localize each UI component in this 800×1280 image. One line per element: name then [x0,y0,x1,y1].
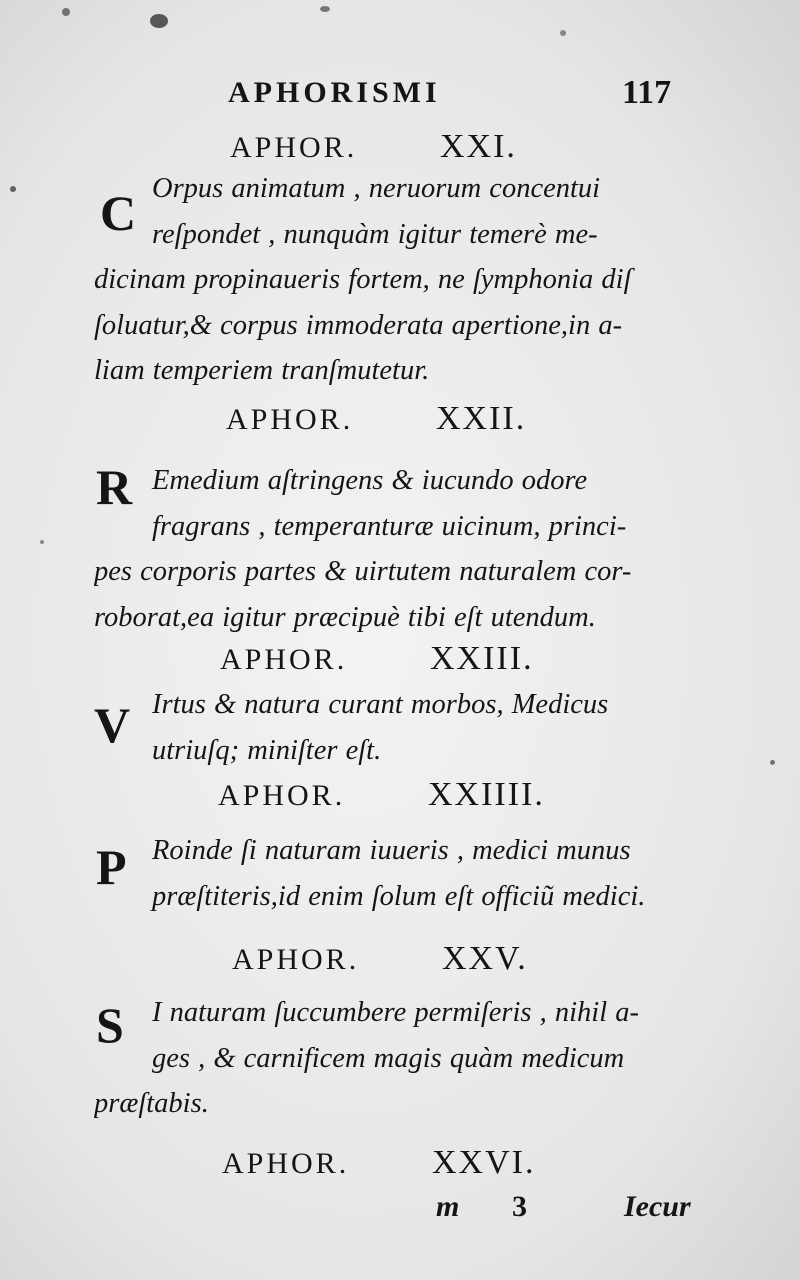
text-line: pes corporis partes & uirtutem naturalem cor- [94,556,632,587]
page-footer [0,1190,800,1230]
drop-initial: C [100,185,137,241]
aphorism-text [94,682,694,773]
aphorism-numeral: XXV. [442,940,528,977]
ink-speck [62,8,70,16]
aphorism-label: APHOR. [222,1147,350,1180]
page-number: 117 [622,74,672,111]
aphorism-text [94,990,694,1127]
text-line: Irtus & natura curant morbos, Medicus [152,689,609,720]
ink-speck [770,760,775,765]
ink-speck [320,6,330,12]
aphorism-label: APHOR. [232,943,360,976]
text-line: liam temperiem tranſmutetur. [94,355,430,386]
aphorism-numeral: XXI. [440,128,517,165]
text-line: præſtiteris,id enim ſolum eſt officiũ medici. [152,880,646,912]
aphorism-text [94,828,694,919]
text-line: præſtabis. [94,1088,209,1119]
text-line: roborat,ea igitur præcipuè tibi eſt utendum. [94,601,596,633]
running-head-title: APHORISMI [228,76,441,109]
ink-speck [10,186,16,192]
aphorism-label: APHOR. [226,403,354,436]
text-line: Emedium aſtringens & iucundo odore [152,465,588,496]
aphorism-numeral: XXVI. [432,1144,536,1181]
drop-initial: S [96,997,124,1053]
signature-number: 3 [512,1190,527,1223]
aphorism-heading [230,128,517,168]
aphorism-heading [222,1144,535,1184]
drop-initial: V [94,697,131,753]
text-line: ges , & carnificem magis quàm medicum [152,1042,625,1074]
drop-initial: P [96,839,127,895]
aphorism-label: APHOR. [230,131,358,164]
running-head [0,76,800,116]
aphorism-heading [218,776,545,816]
aphorism-label: APHOR. [220,643,348,676]
text-line: dicinam propinaueris fortem, ne ſymphonia diſ [94,264,632,295]
ink-speck [40,540,44,544]
text-line: reſpondet , nunquàm igitur temerè me- [152,218,598,250]
aphorism-heading [232,940,528,980]
aphorism-text [94,458,694,640]
catchword: Iecur [624,1190,691,1223]
aphorism-numeral: XXIII. [430,640,534,677]
aphorism-numeral: XXIIII. [428,776,545,813]
text-line: Orpus animatum , neruorum concentui [152,173,601,204]
aphorism-label: APHOR. [218,779,346,812]
text-line: Roinde ſi naturam iuueris , medici munus [152,835,631,866]
ink-speck [150,14,168,28]
aphorism-heading [226,400,526,440]
aphorism-text [94,166,694,394]
text-line: ſoluatur,& corpus immoderata apertione,in a- [94,309,623,341]
text-line: I naturam ſuccumbere permiſeris , nihil a- [152,997,639,1028]
text-line: fragrans , temperanturæ uicinum, princi- [152,510,627,542]
ink-speck [560,30,566,36]
drop-initial: R [96,459,133,515]
signature-mark: m [436,1190,460,1223]
text-line: utriuſq; miniſter eſt. [152,734,382,766]
aphorism-numeral: XXII. [436,400,527,437]
aphorism-heading [220,640,534,680]
